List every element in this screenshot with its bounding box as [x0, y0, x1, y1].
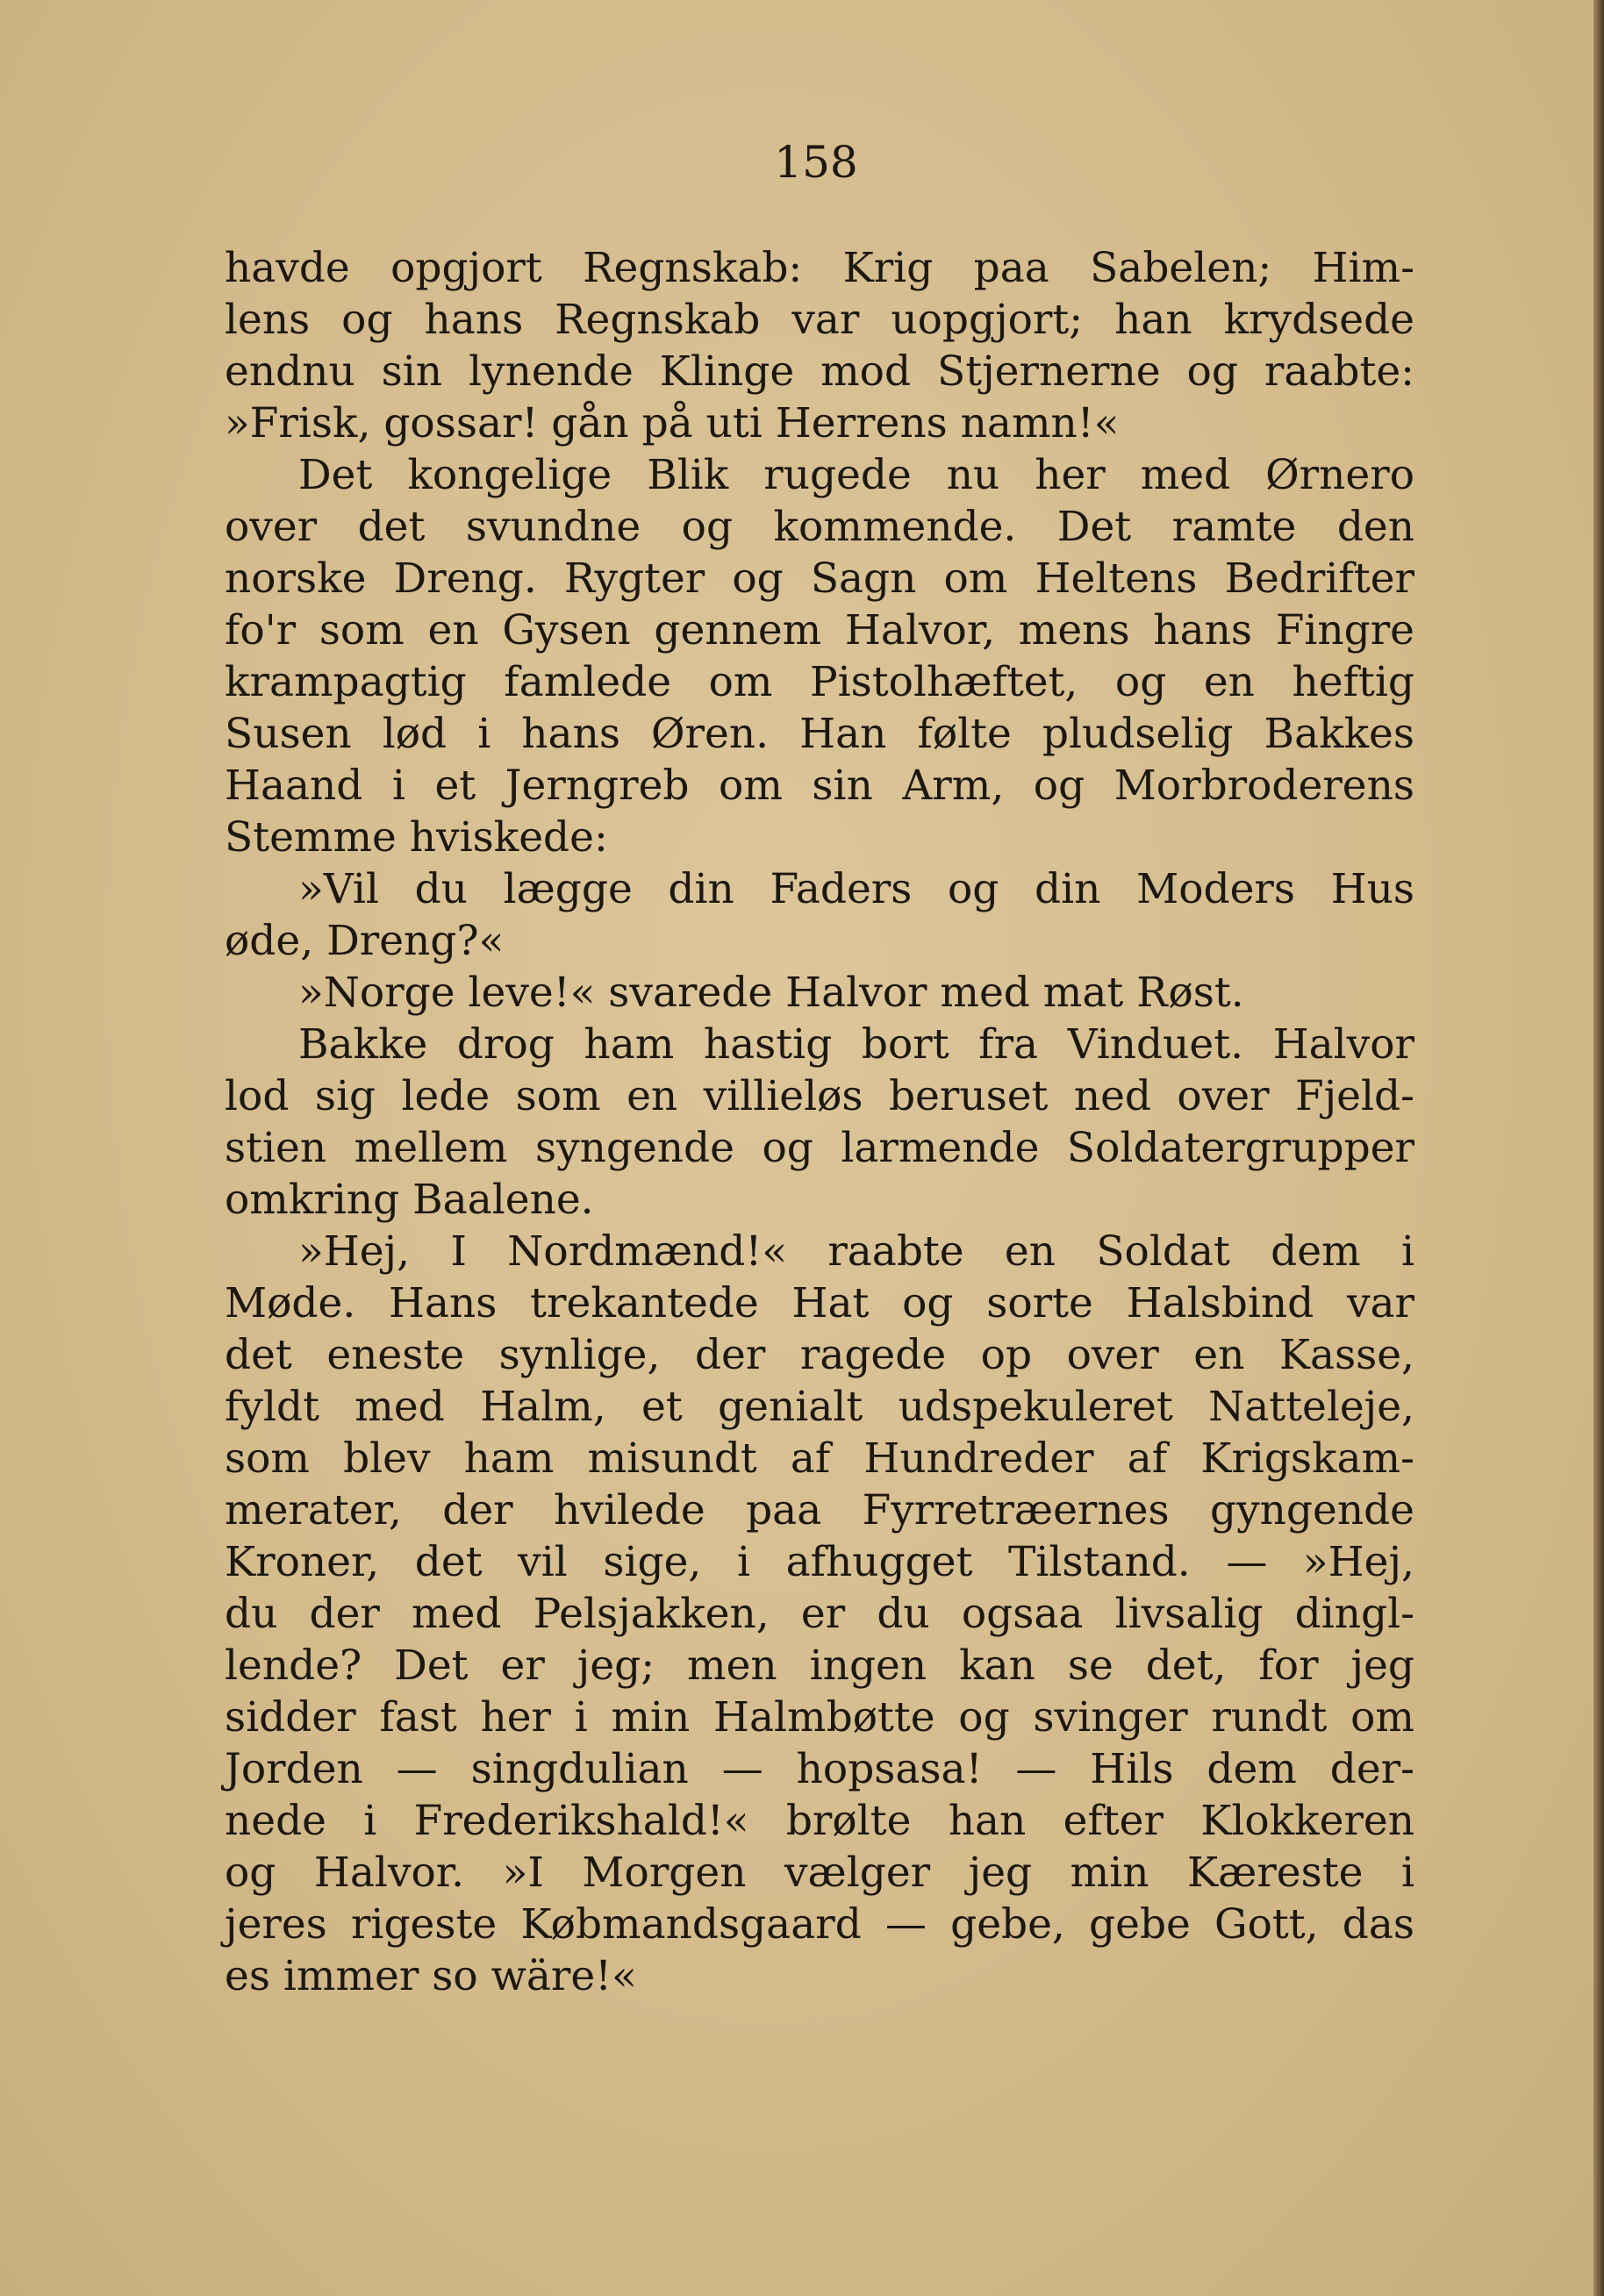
text-line: krampagtig famlede om Pistolhæftet, og en heftig: [225, 658, 1414, 706]
text-line: es immer so wäre!«: [225, 1952, 637, 2000]
text-line: lende? Det er jeg; men ingen kan se det, for jeg: [225, 1642, 1414, 1690]
text-line: øde, Dreng?«: [225, 917, 505, 965]
text-line: og Halvor. »I Morgen vælger jeg min Kæreste i: [225, 1849, 1414, 1897]
text-line: »Norge leve!« svarede Halvor med mat Røst.: [298, 969, 1244, 1017]
text-line: endnu sin lynende Klinge mod Stjernerne og raabte:: [225, 347, 1414, 396]
text-line: Kroner, det vil sige, i afhugget Tilstand. — »Hej,: [225, 1538, 1414, 1586]
text-line: Det kongelige Blik rugede nu her med Ørnero: [298, 451, 1414, 499]
body-text: [225, 242, 1414, 2002]
text-line: du der med Pelsjakken, er du ogsaa livsalig dingl-: [225, 1590, 1414, 1638]
text-line: Jorden — singdulian — hopsasa! — Hils dem der-: [225, 1745, 1414, 1793]
text-line: havde opgjort Regnskab: Krig paa Sabelen; Him-: [225, 244, 1414, 292]
page-number: 158: [774, 137, 858, 188]
text-line: Haand i et Jerngreb om sin Arm, og Morbroderens: [225, 762, 1414, 810]
text-line: Møde. Hans trekantede Hat og sorte Halsbind var: [225, 1279, 1414, 1327]
text-line: »Hej, I Nordmænd!« raabte en Soldat dem i: [298, 1227, 1414, 1276]
text-line: fyldt med Halm, et genialt udspekuleret Natteleje,: [225, 1383, 1414, 1431]
text-line: omkring Baalene.: [225, 1176, 594, 1224]
text-line: Stemme hviskede:: [225, 813, 608, 862]
text-line: lod sig lede som en villieløs beruset ned over Fjeld-: [225, 1072, 1414, 1120]
text-line: nede i Frederikshald!« brølte han efter Klokkeren: [225, 1797, 1414, 1845]
text-line: Bakke drog ham hastig bort fra Vinduet. Halvor: [298, 1020, 1414, 1069]
text-line: fo'r som en Gysen gennem Halvor, mens hans Fingre: [225, 606, 1414, 654]
text-line: Susen lød i hans Øren. Han følte pludselig Bakkes: [225, 710, 1414, 758]
page-edge-shadow: [1593, 0, 1604, 2296]
text-line: »Frisk, gossar! gån på uti Herrens namn!«: [225, 399, 1120, 447]
text-line: jeres rigeste Købmandsgaard — gebe, gebe Gott, das: [225, 1900, 1414, 1949]
text-line: over det svundne og kommende. Det ramte den: [225, 503, 1414, 551]
text-line: norske Dreng. Rygter og Sagn om Heltens Bedrifter: [225, 554, 1414, 603]
text-line: »Vil du lægge din Faders og din Moders Hus: [298, 865, 1414, 913]
text-line: stien mellem syngende og larmende Soldatergrupper: [225, 1124, 1414, 1172]
text-line: lens og hans Regnskab var uopgjort; han krydsede: [225, 296, 1414, 344]
text-line: sidder fast her i min Halmbøtte og svinger rundt om: [225, 1693, 1414, 1742]
text-line: det eneste synlige, der ragede op over en Kasse,: [225, 1331, 1414, 1379]
text-line: som blev ham misundt af Hundreder af Krigskam-: [225, 1434, 1414, 1483]
text-line: merater, der hvilede paa Fyrretræernes gyngende: [225, 1486, 1414, 1534]
